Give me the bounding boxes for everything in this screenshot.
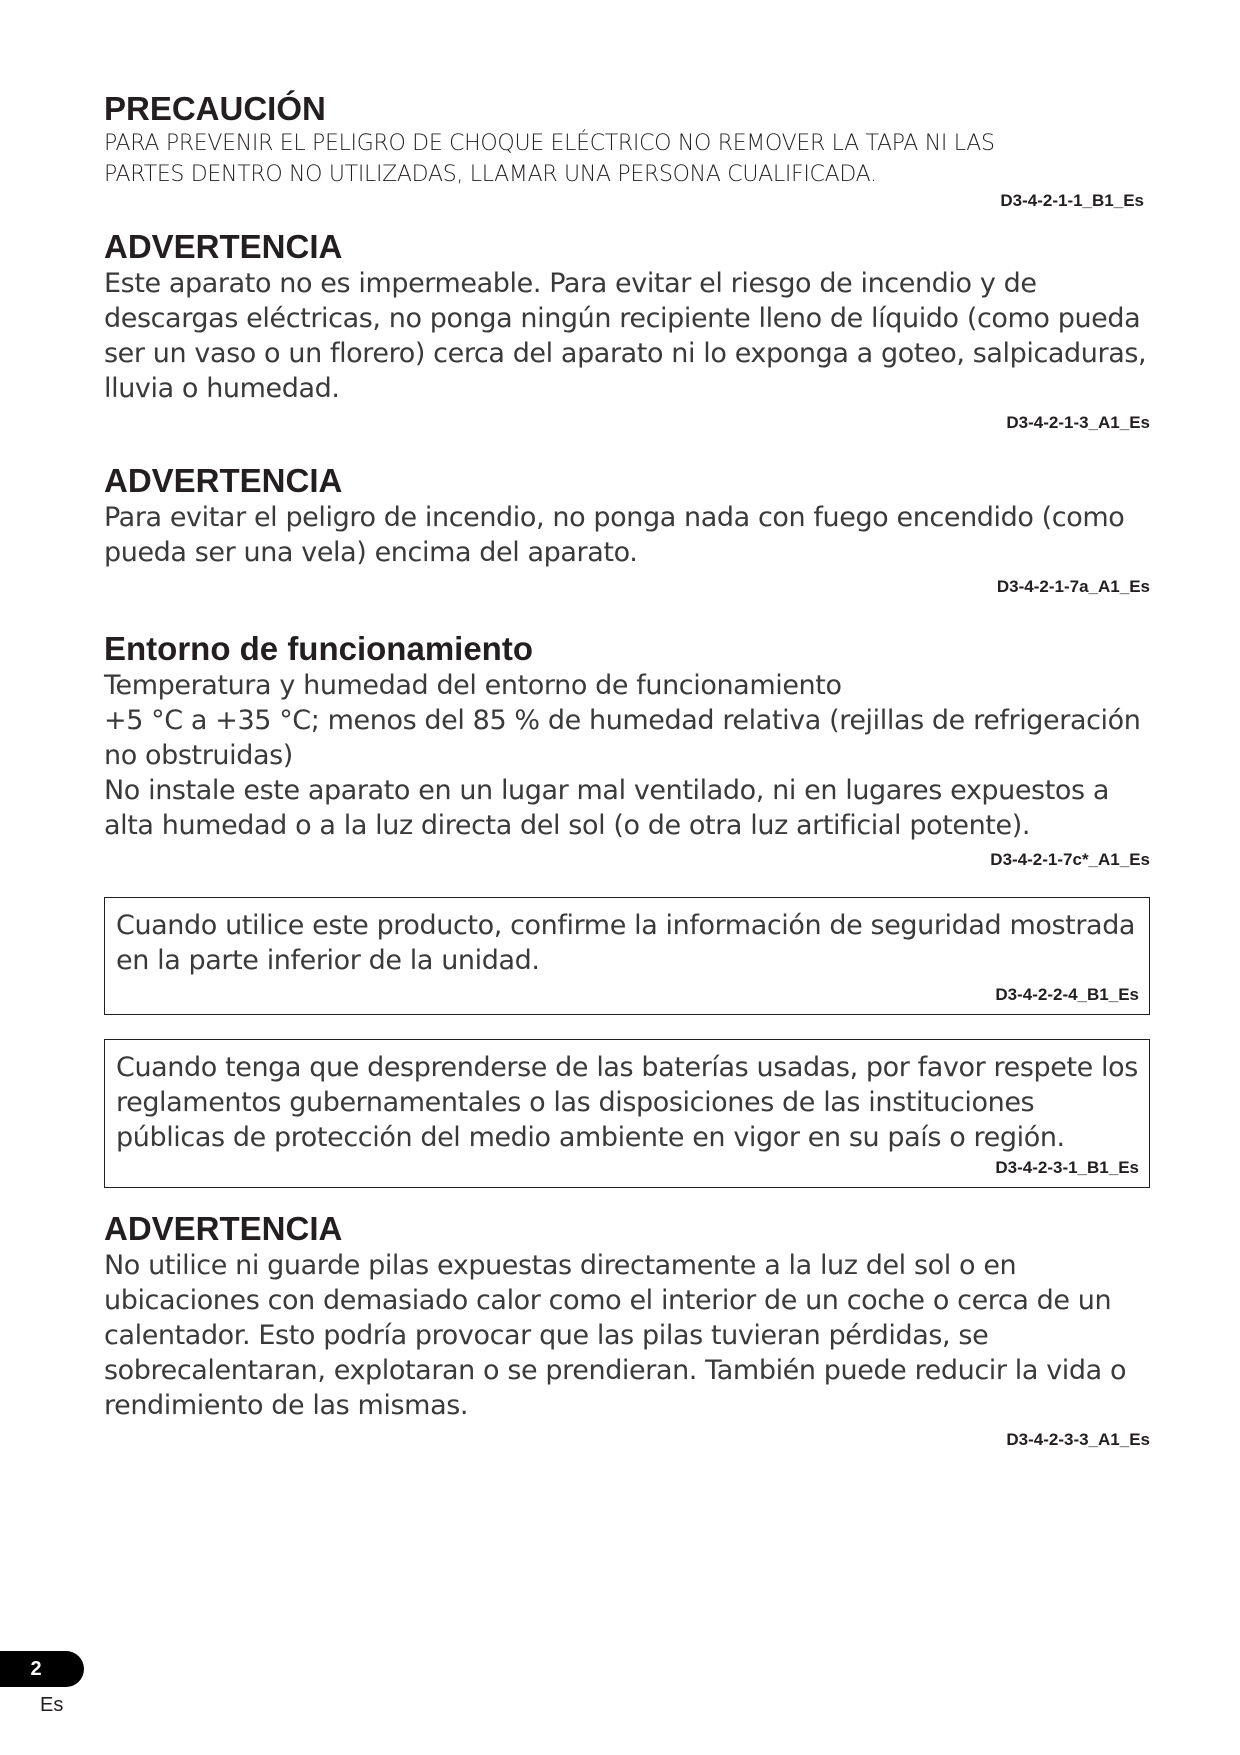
notice-box-battery-disposal — [104, 1039, 1150, 1188]
notice-text: Cuando tenga que desprenderse de las baterías usadas, por favor respete los reglamentos gubernamentales o las disposiciones de las instituciones públicas de protección del medio ambiente en vigor en su país o región. — [116, 1052, 1138, 1153]
text-line: +5 °C a +35 °C; menos del 85 % de humedad relativa (rejillas de refrigeración no obstruidas) — [104, 705, 1141, 771]
section-precaucion — [104, 90, 1150, 212]
section-heading: PRECAUCIÓN — [104, 90, 326, 127]
section-text — [104, 668, 1150, 843]
doc-code: D3-4-2-3-1_B1_Es — [995, 1158, 1139, 1177]
doc-code: D3-4-2-3-3_A1_Es — [1006, 1430, 1150, 1449]
section-text: Este aparato no es impermeable. Para evitar el riesgo de incendio y de descargas eléctricas, no ponga ningún recipiente lleno de líquido (como pueda ser un vaso o un florero) cerca del aparato ni lo exponga a goteo, salpicaduras, lluvia o humedad. — [104, 268, 1147, 404]
section-heading: ADVERTENCIA — [104, 462, 343, 499]
section-advertencia-1 — [104, 228, 1150, 434]
section-advertencia-2 — [104, 462, 1150, 598]
text-line: No instale este aparato en un lugar mal ventilado, ni en lugares expuestos a alta humedad o a la luz directa del sol (o de otra luz artificial potente). — [104, 775, 1110, 841]
text-line: Temperatura y humedad del entorno de funcionamiento — [104, 670, 842, 701]
document-page — [104, 90, 1150, 1451]
section-text: PARA PREVENIR EL PELIGRO DE CHOQUE ELÉCTRICO NO REMOVER LA TAPA NI LAS PARTES DENTRO NO UTILIZADAS, LLAMAR UNA PERSONA CUALIFICADA. — [104, 131, 995, 187]
section-entorno — [104, 630, 1150, 871]
doc-code: D3-4-2-1-7c*_A1_Es — [990, 850, 1150, 869]
section-heading: ADVERTENCIA — [104, 1210, 343, 1247]
page-number-tab: 2 — [0, 1651, 84, 1687]
doc-code: D3-4-2-1-1_B1_Es — [1000, 191, 1144, 210]
doc-code: D3-4-2-1-3_A1_Es — [1006, 413, 1150, 432]
section-advertencia-3 — [104, 1210, 1150, 1451]
notice-box-safety-info — [104, 897, 1150, 1015]
notice-text: Cuando utilice este producto, confirme la información de seguridad mostrada en la parte inferior de la unidad. — [116, 910, 1136, 976]
section-heading: ADVERTENCIA — [104, 228, 343, 265]
section-heading: Entorno de funcionamiento — [104, 630, 533, 667]
doc-code: D3-4-2-1-7a_A1_Es — [996, 577, 1150, 596]
section-text: No utilice ni guarde pilas expuestas directamente a la luz del sol o en ubicaciones con demasiado calor como el interior de un coche o cerca de un calentador. Esto podría provocar que las pilas tuvieran pérdidas, se sobrecalentaran, explotaran o se prendieran. También puede reducir la vida o rendimiento de las mismas. — [104, 1250, 1127, 1421]
section-text: Para evitar el peligro de incendio, no ponga nada con fuego encendido (como pueda ser una vela) encima del aparato. — [104, 502, 1125, 568]
page-language: Es — [40, 1694, 64, 1716]
doc-code: D3-4-2-2-4_B1_Es — [995, 985, 1139, 1004]
